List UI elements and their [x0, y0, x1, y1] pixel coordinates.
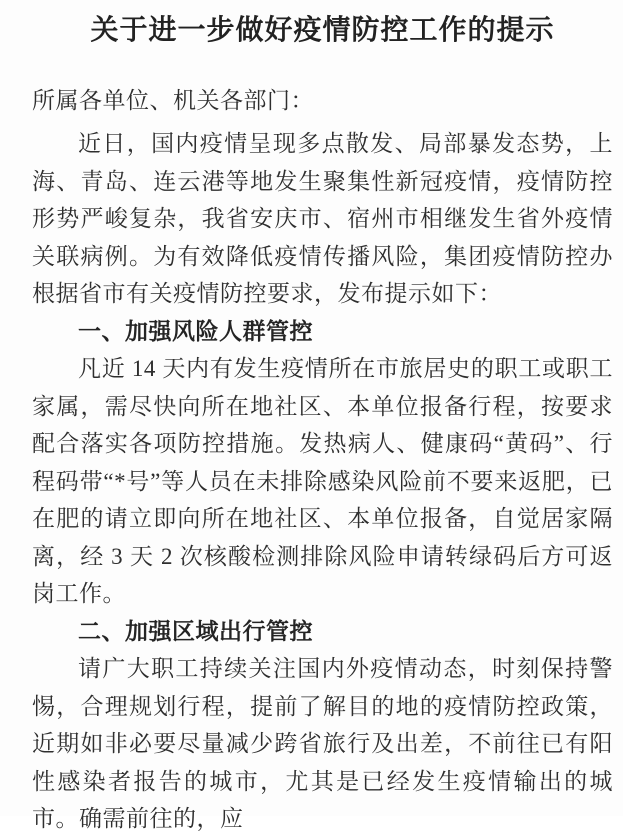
intro-paragraph: 近日，国内疫情呈现多点散发、局部暴发态势，上海、青岛、连云港等地发生聚集性新冠疫情，疫情防控形势严峻复杂，我省安庆市、宿州市相继发生省外疫情关联病例。为有效降低疫情传播风险，集团疫情防控办根据省市有关疫情防控要求，发布提示如下：: [32, 131, 613, 306]
salutation: 所属各单位、机关各部门：: [32, 88, 314, 113]
section-2-heading: 二、加强区域出行管控: [78, 617, 313, 644]
section-1-heading: 一、加强风险人群管控: [78, 317, 313, 344]
section-2-body: 请广大职工持续关注国内外疫情动态，时刻保持警惕，合理规划行程，提前了解目的地的疫情防控政策，近期如非必要尽量减少跨省旅行及出差，不前往已有阳性感染者报告的城市，尤其是已经发生疫情输出的城市。确需前往的，应: [32, 656, 613, 831]
section-1-body: 凡近 14 天内有发生疫情所在市旅居史的职工或职工家属，需尽快向所在地社区、本单位报备行程，按要求配合落实各项防控措施。发热病人、健康码“黄码”、行程码带“*号”等人员在未排除感染风险前不要来返肥，已在肥的请立即向所在地社区、本单位报备，自觉居家隔离，经 3 天 2 次核酸检测排除风险申请转绿码后方可返岗工作。: [32, 356, 613, 606]
document-title: 关于进一步做好疫情防控工作的提示: [90, 14, 555, 45]
